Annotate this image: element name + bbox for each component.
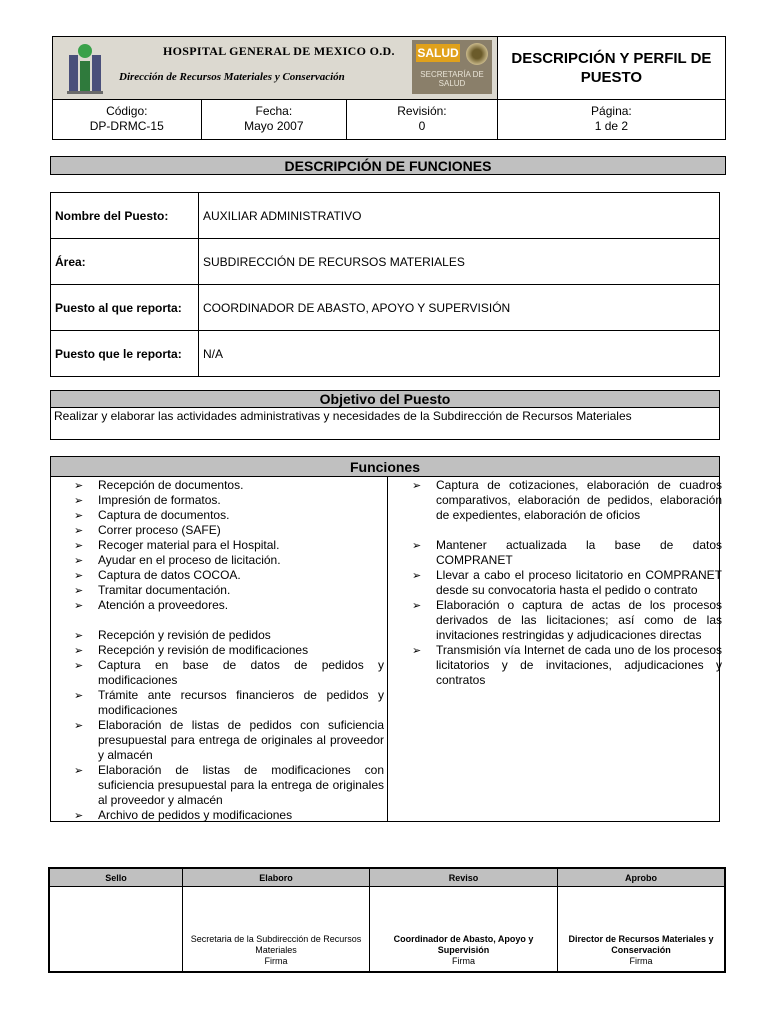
hospital-logo-banner xyxy=(53,37,498,100)
list-item: ➢ Captura de cotizaciones, elaboración de cuadros comparativos, elaboración de pedidos, elaboración de expedientes, elaboración de oficios xyxy=(388,478,722,523)
functions-title: Funciones xyxy=(50,456,720,477)
reviso-name: Coordinador de Abasto, Apoyo y Supervisión xyxy=(393,934,534,955)
elaboro-firma: Firma xyxy=(264,956,288,966)
info-row xyxy=(51,331,720,377)
hospital-name: HOSPITAL GENERAL DE MEXICO O.D. xyxy=(163,44,395,58)
document-title: DESCRIPCIÓN Y PERFIL DE PUESTO xyxy=(497,37,725,100)
info-label: Puesto al que reporta: xyxy=(51,285,199,331)
codigo-value: DP-DRMC-15 xyxy=(89,119,164,134)
list-item: ➢ Impresión de formatos. xyxy=(50,493,384,508)
aprobo-header: Aprobo xyxy=(558,868,726,887)
section-title: DESCRIPCIÓN DE FUNCIONES xyxy=(50,156,726,175)
elaboro-header: Elaboro xyxy=(183,868,370,887)
info-row xyxy=(51,193,720,239)
fecha-value: Mayo 2007 xyxy=(244,119,304,134)
sello-header: Sello xyxy=(49,868,183,887)
info-row xyxy=(51,239,720,285)
list-item: ➢ Recepción y revisión de modificaciones xyxy=(50,643,384,658)
functions-right-list xyxy=(388,478,722,688)
department-name: Dirección de Recursos Materiales y Conservación xyxy=(119,71,345,83)
list-item: ➢ Trámite ante recursos financieros de pedidos y modificaciones xyxy=(50,688,384,718)
document-header xyxy=(52,36,726,140)
info-row xyxy=(51,285,720,331)
codigo-cell xyxy=(53,99,202,139)
list-item: ➢ Mantener actualizada la base de datos COMPRANET xyxy=(388,538,722,568)
revision-label: Revisión: xyxy=(397,104,447,119)
pagina-value: 1 de 2 xyxy=(594,119,629,134)
objective-text: Realizar y elaborar las actividades administrativas y necesidades de la Subdirección de Recursos Materiales xyxy=(54,409,632,423)
info-value: COORDINADOR DE ABASTO, APOYO Y SUPERVISIÓN xyxy=(199,285,720,331)
list-item: ➢ Recepción y revisión de pedidos xyxy=(50,628,384,643)
elaboro-name: Secretaria de la Subdirección de Recursos Materiales xyxy=(190,934,362,955)
info-label: Área: xyxy=(51,239,199,285)
info-label: Nombre del Puesto: xyxy=(51,193,199,239)
revision-value: 0 xyxy=(418,119,426,134)
reviso-firma: Firma xyxy=(452,956,475,966)
aprobo-name: Director de Recursos Materiales y Conservación xyxy=(568,934,714,955)
elaboro-cell xyxy=(183,887,370,973)
objective-title: Objetivo del Puesto xyxy=(50,390,720,408)
list-item: ➢ Archivo de pedidos y modificaciones xyxy=(50,808,384,823)
codigo-label: Código: xyxy=(106,104,148,119)
list-item: ➢ Captura en base de datos de pedidos y modificaciones xyxy=(50,658,384,688)
list-item: ➢ Elaboración de listas de pedidos con suficiencia presupuestal para entrega de originales al proveedor y almacén xyxy=(50,718,384,763)
reviso-cell xyxy=(370,887,558,973)
national-seal-icon xyxy=(466,43,488,65)
aprobo-firma: Firma xyxy=(629,956,653,966)
list-item: ➢ Transmisión vía Internet de cada uno de los procesos licitatorios y de invitaciones, adjudicaciones y contratos xyxy=(388,643,722,688)
info-label: Puesto que le reporta: xyxy=(51,331,199,377)
secretaria-logo-text: SECRETARÍA DE SALUD xyxy=(420,70,484,88)
list-item: ➢ Tramitar documentación. xyxy=(50,583,384,598)
aprobo-cell xyxy=(558,887,726,973)
fecha-label: Fecha: xyxy=(255,104,293,119)
salud-logo xyxy=(412,40,492,94)
fecha-cell xyxy=(201,99,347,139)
info-value: SUBDIRECCIÓN DE RECURSOS MATERIALES xyxy=(199,239,720,285)
list-item: ➢ Captura de datos COCOA. xyxy=(50,568,384,583)
pagina-label: Página: xyxy=(591,104,632,119)
hospital-logo-icon xyxy=(65,41,105,95)
pagina-cell xyxy=(497,99,725,139)
list-item: ➢ Elaboración de listas de modificaciones con suficiencia presupuestal para la entrega de originales al proveedor y almacén xyxy=(50,763,384,808)
functions-left-list xyxy=(50,478,384,823)
position-info-table xyxy=(50,192,720,377)
list-item: ➢ Atención a proveedores. xyxy=(50,598,384,613)
revision-cell xyxy=(347,99,498,139)
info-value: N/A xyxy=(199,331,720,377)
list-item: ➢ Captura de documentos. xyxy=(50,508,384,523)
signature-table xyxy=(48,867,726,973)
list-item: ➢ Correr proceso (SAFE) xyxy=(50,523,384,538)
list-item: ➢ Elaboración o captura de actas de los procesos derivados de las licitaciones; así como de las invitaciones restringidas y adjudicaciones directas xyxy=(388,598,722,643)
list-item: ➢ Recepción de documentos. xyxy=(50,478,384,493)
reviso-header: Reviso xyxy=(370,868,558,887)
list-item: ➢ Llevar a cabo el proceso licitatorio en COMPRANET desde su convocatoria hasta el pedido o contrato xyxy=(388,568,722,598)
salud-logo-text: SALUD xyxy=(417,46,459,60)
info-value: AUXILIAR ADMINISTRATIVO xyxy=(199,193,720,239)
list-item: ➢ Ayudar en el proceso de licitación. xyxy=(50,553,384,568)
list-item: ➢ Recoger material para el Hospital. xyxy=(50,538,384,553)
sello-cell xyxy=(49,887,183,973)
